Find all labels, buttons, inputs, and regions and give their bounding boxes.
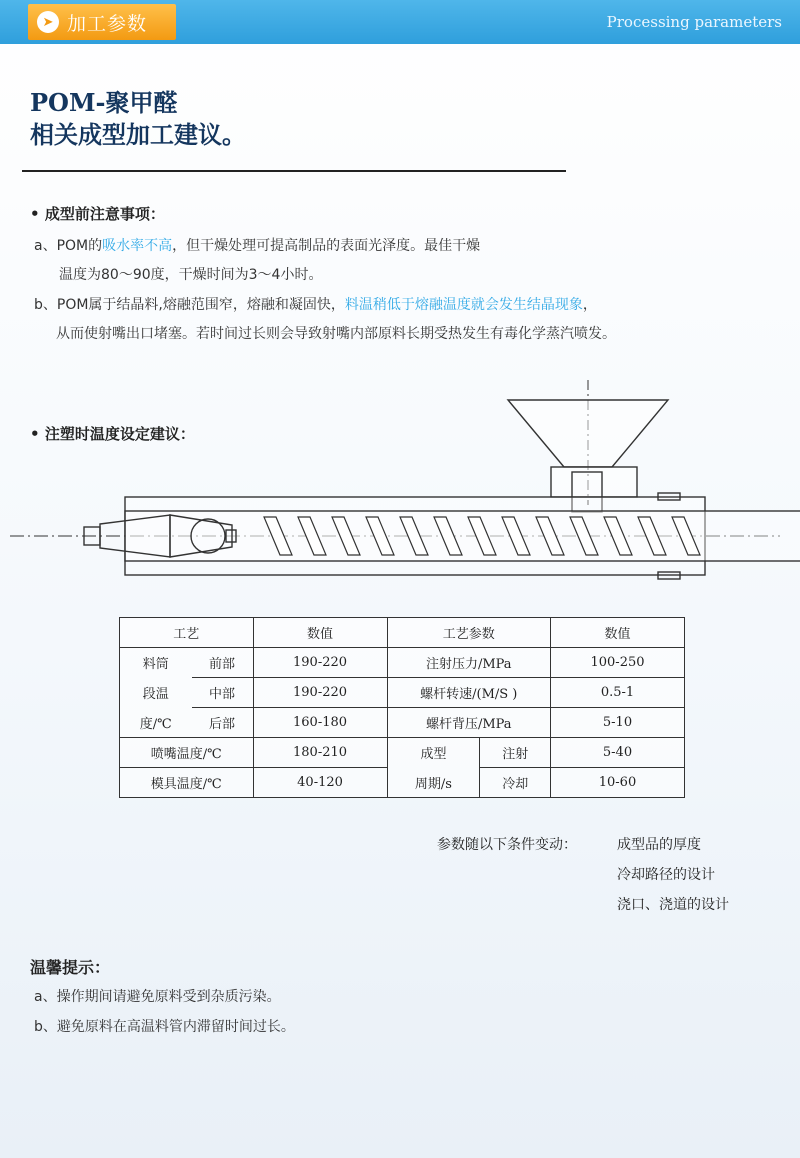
zone-value: 190-220 [253, 648, 387, 678]
mold-temp-value: 40-120 [253, 768, 387, 798]
note-b-line1: b、POM属于结晶料,熔融范围窄，熔融和凝固快，料温稍低于熔融温度就会发生结晶现象， [34, 297, 597, 313]
cycle-label-top: 成型 [387, 738, 480, 768]
param-value: 100-250 [551, 648, 685, 678]
param-label: 螺杆转速/(M/S ) [387, 678, 550, 708]
header-english-label: Processing parameters [606, 13, 782, 31]
cycle-inject-value: 5-40 [551, 738, 685, 768]
variation-item: 成型品的厚度 [617, 837, 701, 853]
zone-value: 160-180 [253, 708, 387, 738]
table-row [120, 708, 685, 738]
zone-label: 中部 [192, 678, 254, 708]
section-tab[interactable] [28, 4, 176, 40]
temp-heading: • 注塑时温度设定建议： [30, 423, 195, 444]
note-b-highlight: 料温稍低于熔融温度就会发生结晶现象 [344, 297, 583, 313]
cycle-label-bottom: 周期/s [387, 768, 480, 798]
nozzle-temp-value: 180-210 [253, 738, 387, 768]
cycle-cool-label: 冷却 [480, 768, 551, 798]
barrel-label: 度/℃ [120, 708, 192, 738]
table-header-cell: 数值 [253, 618, 387, 648]
zone-label: 后部 [192, 708, 254, 738]
table-row [120, 738, 685, 768]
param-value: 5-10 [551, 708, 685, 738]
param-label: 螺杆背压/MPa [387, 708, 550, 738]
process-parameter-table [119, 617, 685, 798]
nozzle-temp-label: 喷嘴温度/℃ [120, 738, 254, 768]
table-row [120, 678, 685, 708]
note-a-highlight: 吸水率不高 [102, 238, 173, 254]
variation-label: 参数随以下条件变动： [437, 837, 577, 853]
injection-screw-diagram [0, 375, 800, 595]
param-value: 0.5-1 [551, 678, 685, 708]
note-b-line2: 从而使射嘴出口堵塞。若时间过长则会导致射嘴内部原料长期受热发生有毒化学蒸汽喷发。 [56, 326, 616, 342]
arrow-right-circle-icon: ➤ [37, 11, 59, 33]
zone-label: 前部 [192, 648, 254, 678]
table-header-cell: 工艺 [120, 618, 254, 648]
pre-molding-heading: • 成型前注意事项： [30, 203, 165, 224]
header-bar [0, 0, 800, 44]
page-subtitle: 相关成型加工建议。 [30, 120, 246, 149]
tip-item: a、操作期间请避免原料受到杂质污染。 [34, 989, 281, 1005]
barrel-label: 料筒 [120, 648, 192, 678]
table-header-cell: 数值 [551, 618, 685, 648]
table-header-cell: 工艺参数 [387, 618, 550, 648]
variation-item: 浇口、浇道的设计 [617, 897, 729, 913]
table-header-row [120, 618, 685, 648]
table-row [120, 648, 685, 678]
tips-heading: 温馨提示： [30, 958, 111, 977]
variation-item: 冷却路径的设计 [617, 867, 715, 883]
title-divider [22, 170, 566, 172]
note-a-line1: a、POM的吸水率不高，但干燥处理可提高制品的表面光泽度。最佳干燥 [34, 238, 481, 254]
tip-item: b、避免原料在高温料管内滞留时间过长。 [34, 1019, 295, 1035]
note-a-line2: 温度为80～90度，干燥时间为3～4小时。 [59, 267, 323, 283]
page-title: POM-聚甲醛 [30, 88, 178, 117]
param-label: 注射压力/MPa [387, 648, 550, 678]
table-row [120, 768, 685, 798]
cycle-inject-label: 注射 [480, 738, 551, 768]
mold-temp-label: 模具温度/℃ [120, 768, 254, 798]
section-tab-label: 加工参数 [67, 12, 148, 35]
barrel-label: 段温 [120, 678, 192, 708]
zone-value: 190-220 [253, 678, 387, 708]
cycle-cool-value: 10-60 [551, 768, 685, 798]
